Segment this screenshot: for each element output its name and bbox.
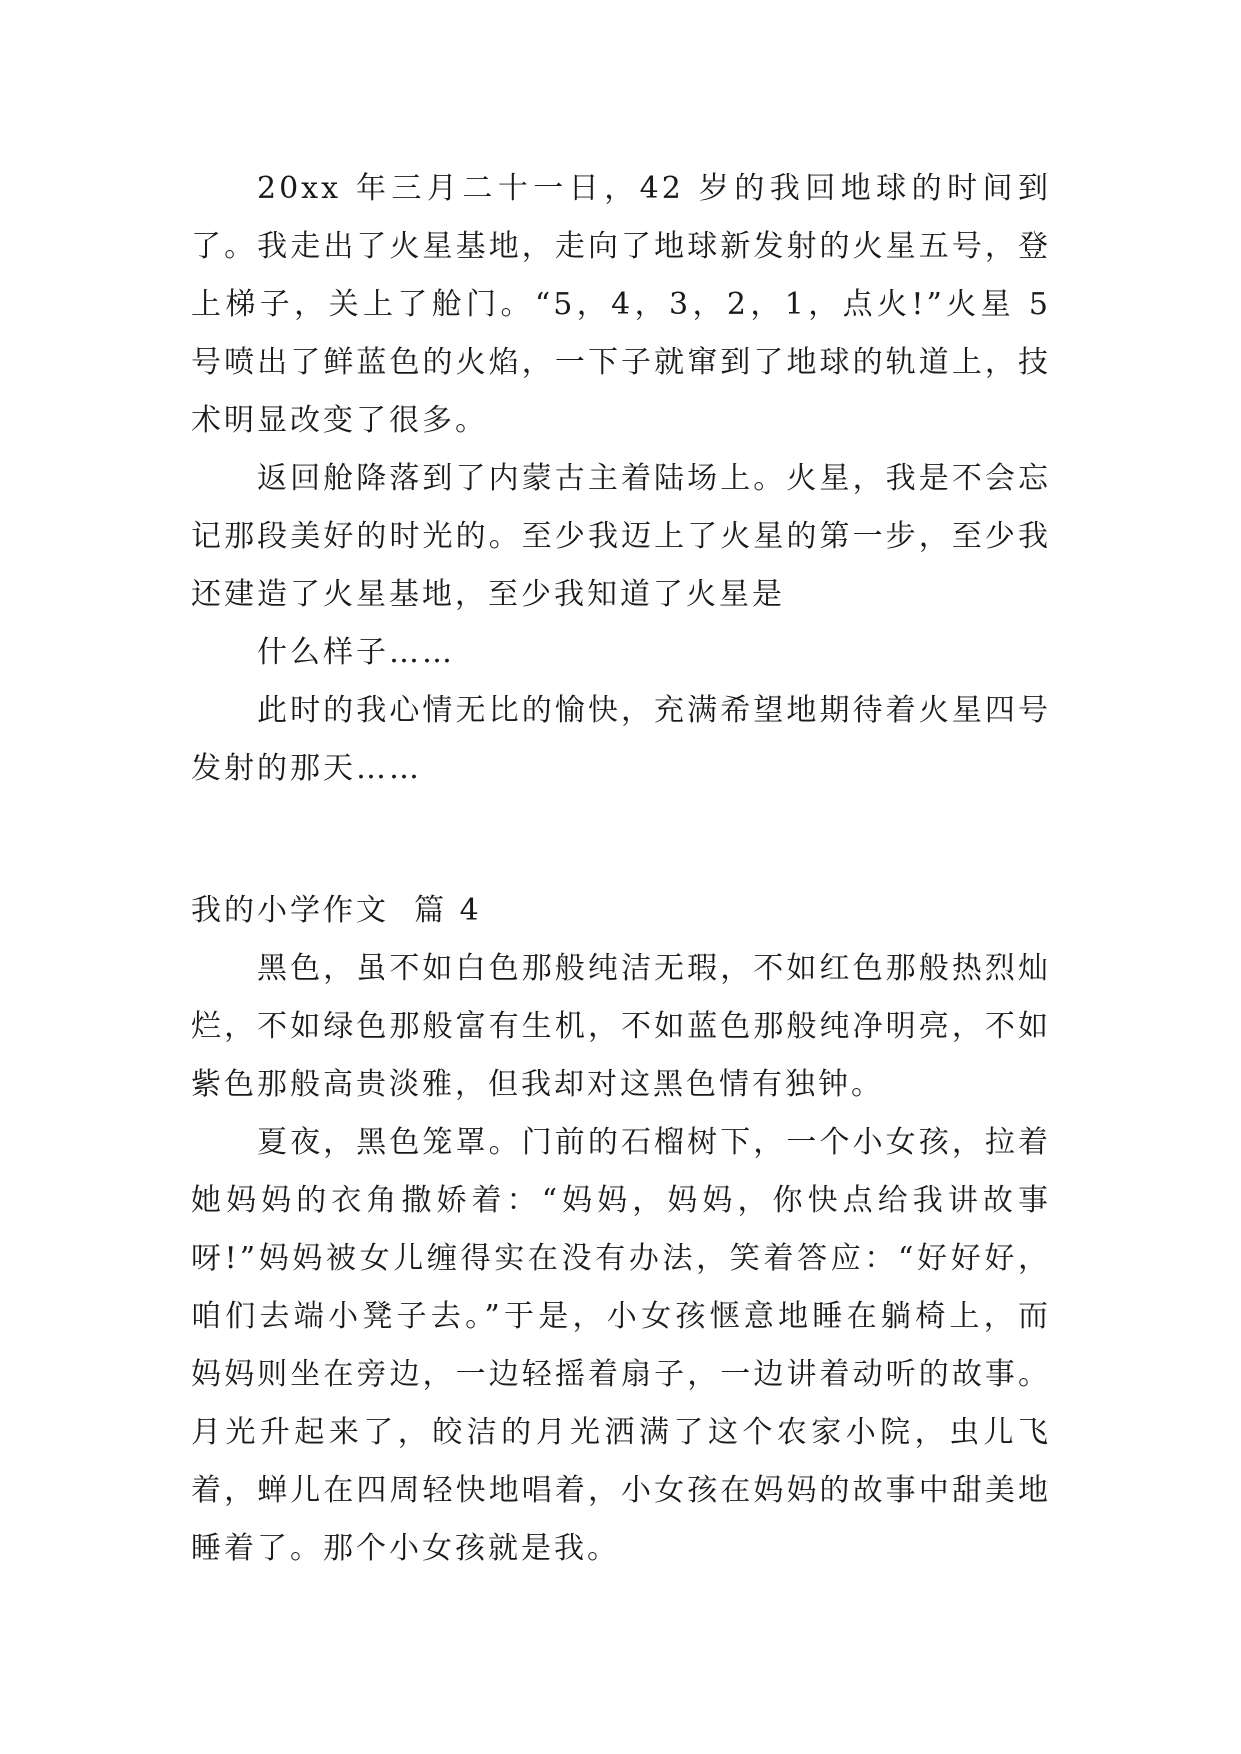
document-page [191,160,1051,1578]
essay-section-3-ending [191,160,1051,798]
paragraph: 夏夜，黑色笼罩。门前的石榴树下，一个小女孩，拉着她妈妈的衣角撒娇着：“妈妈，妈妈，你快点给我讲故事呀!”妈妈被女儿缠得实在没有办法，笑着答应：“好好好，咱们去端小凳子去。”于是，小女孩惬意地睡在躺椅上，而妈妈则坐在旁边，一边轻摇着扇子，一边讲着动听的故事。月光升起来了，皎洁的月光洒满了这个农家小院，虫儿飞着，蝉儿在四周轻快地唱着，小女孩在妈妈的故事中甜美地睡着了。那个小女孩就是我。 [191,1125,1051,1566]
paragraph: 返回舱降落到了内蒙古主着陆场上。火星，我是不会忘记那段美好的时光的。至少我迈上了火星的第一步，至少我还建造了火星基地，至少我知道了火星是 [191,461,1051,612]
paragraph: 什么样子…… [257,635,455,670]
essay-section-4 [191,882,1051,1578]
paragraph: 此时的我心情无比的愉快，充满希望地期待着火星四号发射的那天…… [191,693,1051,786]
section-heading: 我的小学作文 篇 4 [191,893,482,928]
paragraph: 黑色，虽不如白色那般纯洁无瑕，不如红色那般热烈灿烂，不如绿色那般富有生机，不如蓝色那般纯净明亮，不如紫色那般高贵淡雅，但我却对这黑色情有独钟。 [191,951,1051,1102]
paragraph: 20xx 年三月二十一日，42 岁的我回地球的时间到了。我走出了火星基地，走向了地球新发射的火星五号，登上梯子，关上了舱门。“5，4，3，2，1，点火!”火星 5 号喷出了鲜蓝色的火焰，一下子就窜到了地球的轨道上，技术明显改变了很多。 [191,171,1051,438]
